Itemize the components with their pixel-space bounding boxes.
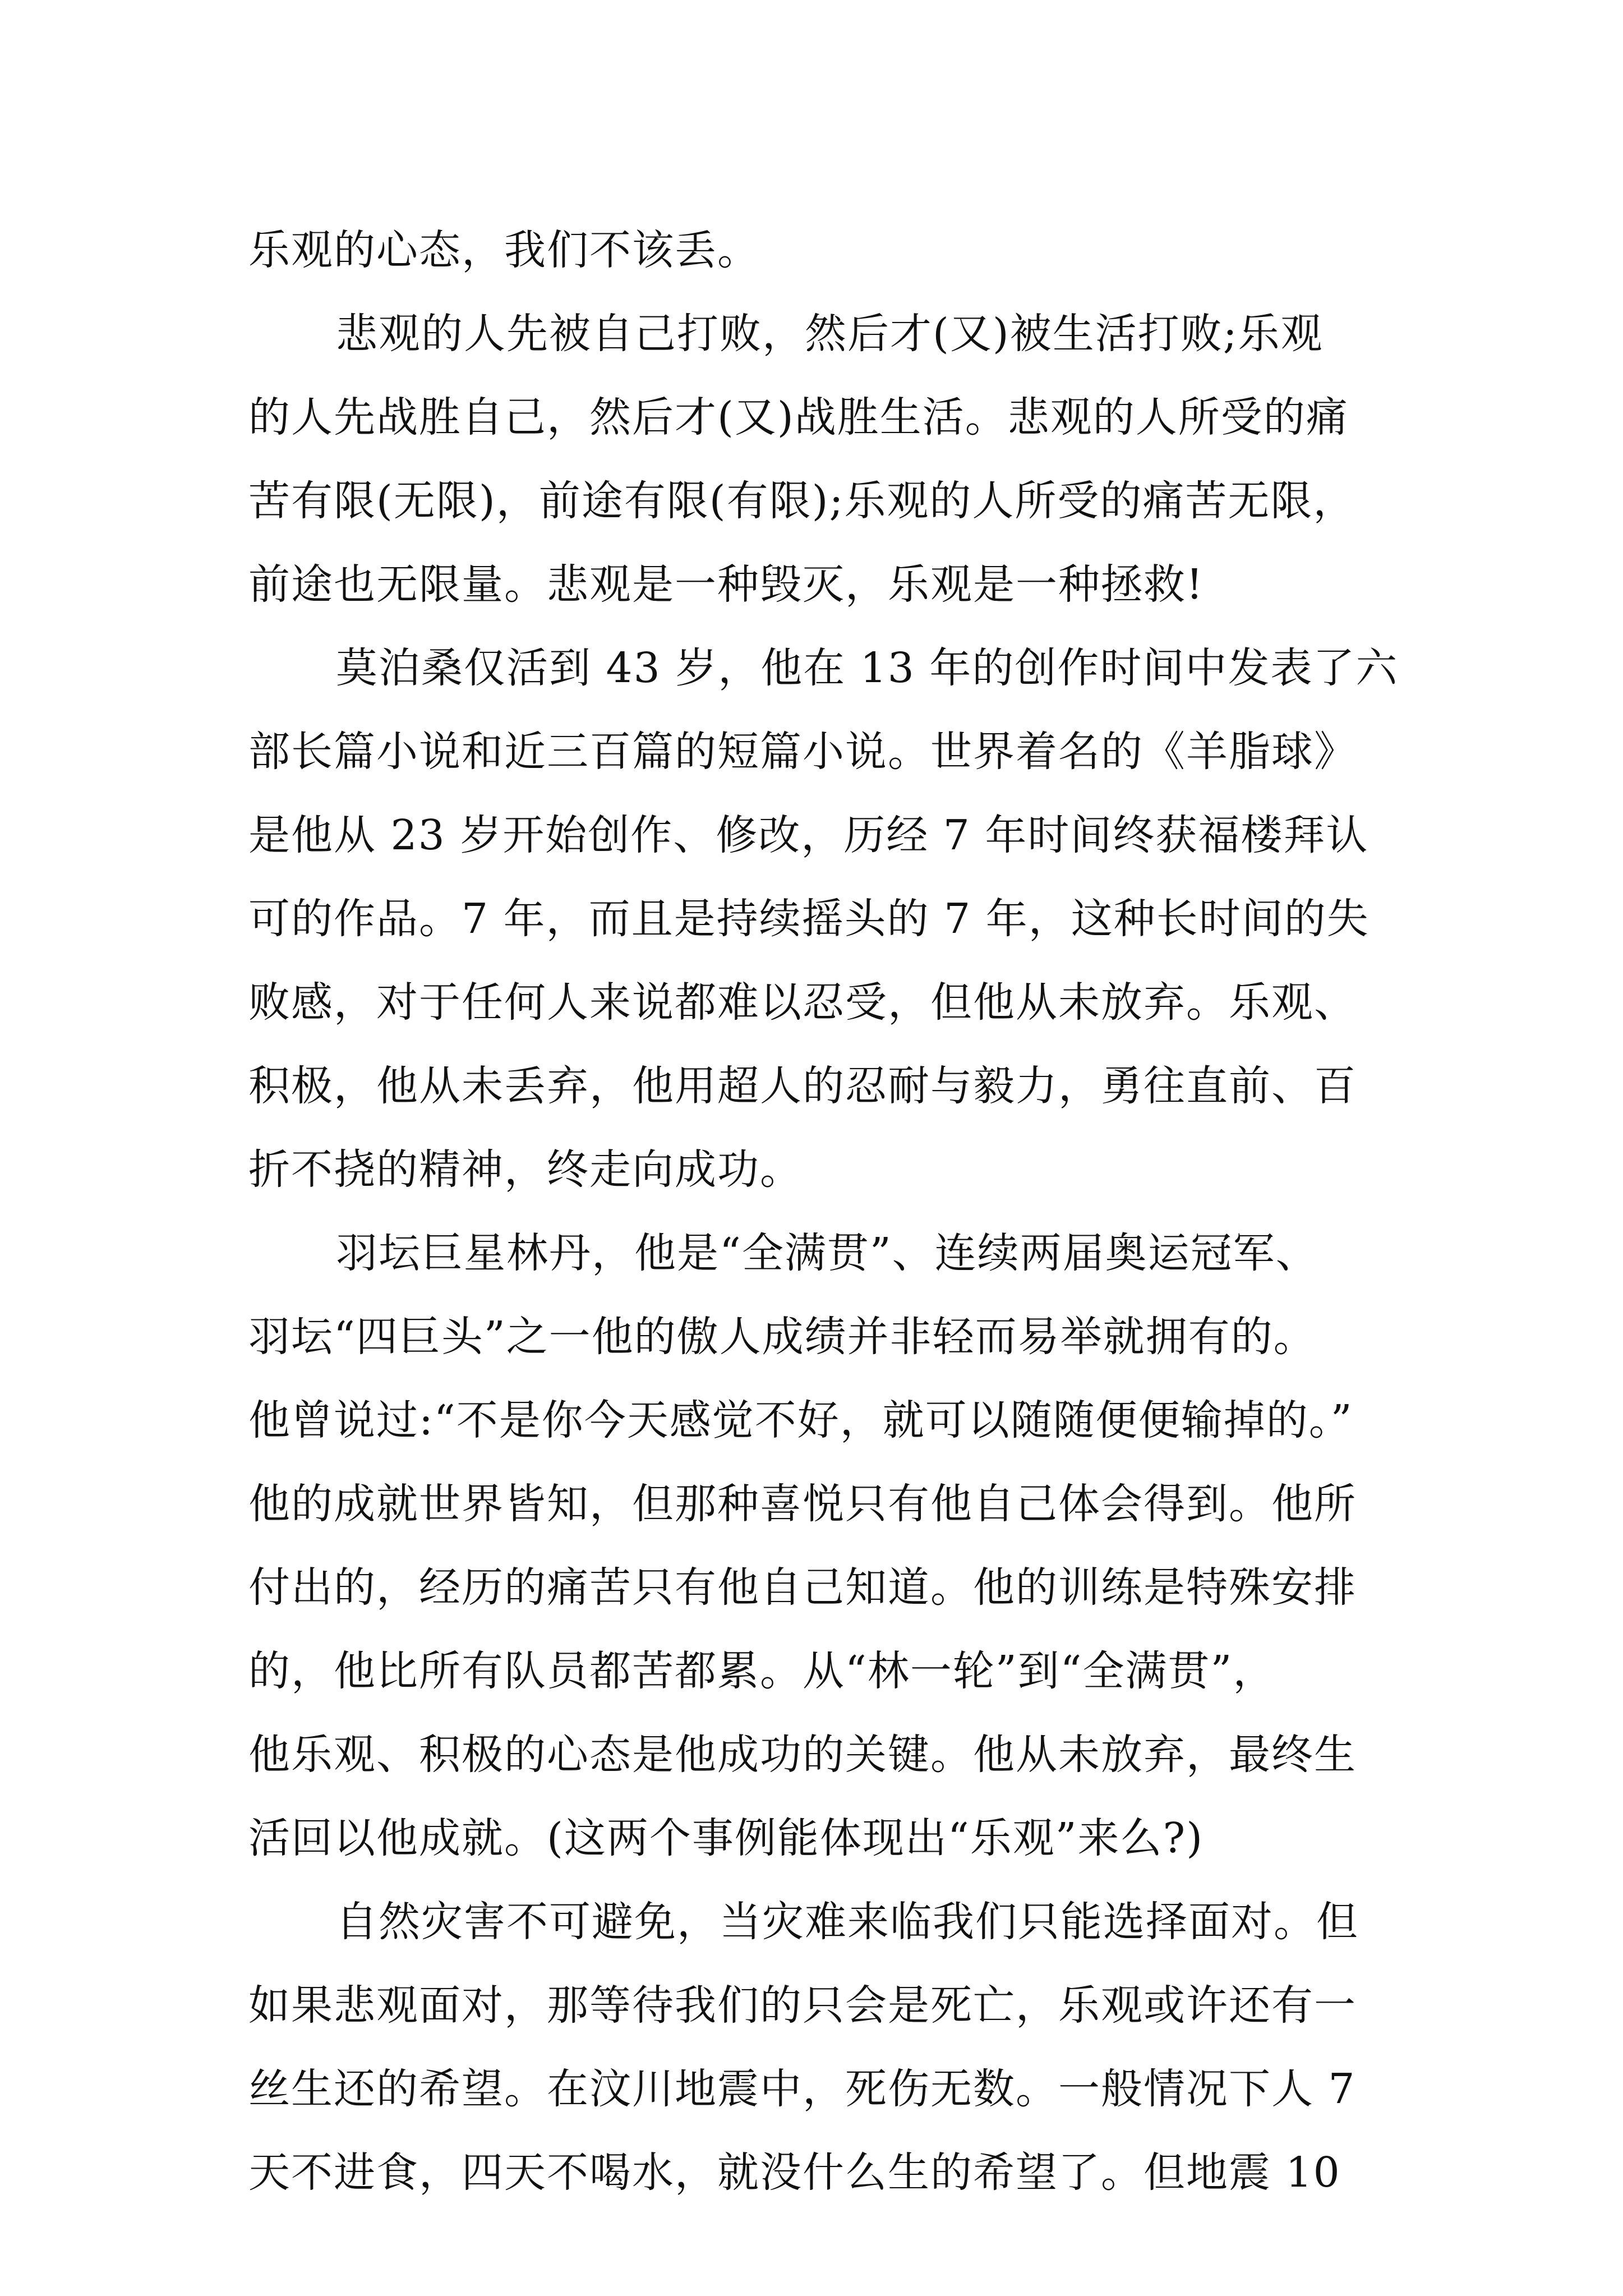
text-line: 折不挠的精神，终走向成功。 [248,1145,803,1194]
text-line: 丝生还的希望。在汶川地震中，死伤无数。一般情况下人 7 [248,2065,1356,2113]
text-line: 苦有限(无限)，前途有限(有限);乐观的人所受的痛苦无限， [248,477,1356,525]
text-line: 他乐观、积极的心态是他成功的关键。他从未放弃，最终生 [248,1731,1357,1779]
text-line: 莫泊桑仅活到 43 岁，他在 13 年的创作时间中发表了六 [336,644,1399,692]
text-line: 付出的，经历的痛苦只有他自己知道。他的训练是特殊安排 [248,1563,1357,1612]
text-line: 天不进食，四天不喝水，就没什么生的希望了。但地震 10 [248,2148,1341,2197]
text-line: 羽坛巨星林丹，他是“全满贯”、连续两届奥运冠军、 [336,1229,1318,1277]
text-line: 积极，他从未丢弃，他用超人的忍耐与毅力，勇往直前、百 [248,1062,1357,1110]
text-line: 前途也无限量。悲观是一种毁灭，乐观是一种拯救! [248,560,1204,609]
text-line: 乐观的心态，我们不该丢。 [248,226,760,274]
text-line: 是他从 23 岁开始创作、修改，历经 7 年时间终获福楼拜认 [248,811,1369,859]
text-line: 部长篇小说和近三百篇的短篇小说。世界着名的《羊脂球》 [248,728,1357,776]
text-line: 的人先战胜自己，然后才(又)战胜生活。悲观的人所受的痛 [248,393,1349,441]
document-body [248,209,1399,2215]
text-line: 自然灾害不可避免，当灾难来临我们只能选择面对。但 [336,1898,1359,1946]
text-line: 活回以他成就。(这两个事例能体现出“乐观”来么?) [248,1814,1204,1862]
text-line: 可的作品。7 年，而且是持续摇头的 7 年，这种长时间的失 [248,895,1370,943]
text-line: 败感，对于任何人来说都难以忍受，但他从未放弃。乐观、 [248,978,1357,1027]
text-line: 的，他比所有队员都苦都累。从“林一轮”到“全满贯”， [248,1647,1276,1695]
text-line: 他的成就世界皆知，但那种喜悦只有他自己体会得到。他所 [248,1480,1357,1528]
text-line: 他曾说过:“不是你今天感觉不好，就可以随随便便输掉的。” [248,1396,1353,1444]
text-line: 如果悲观面对，那等待我们的只会是死亡，乐观或许还有一 [248,1981,1357,2030]
text-line: 羽坛“四巨头”之一他的傲人成绩并非轻而易举就拥有的。 [248,1313,1316,1361]
text-line: 悲观的人先被自己打败，然后才(又)被生活打败;乐观 [336,310,1324,358]
